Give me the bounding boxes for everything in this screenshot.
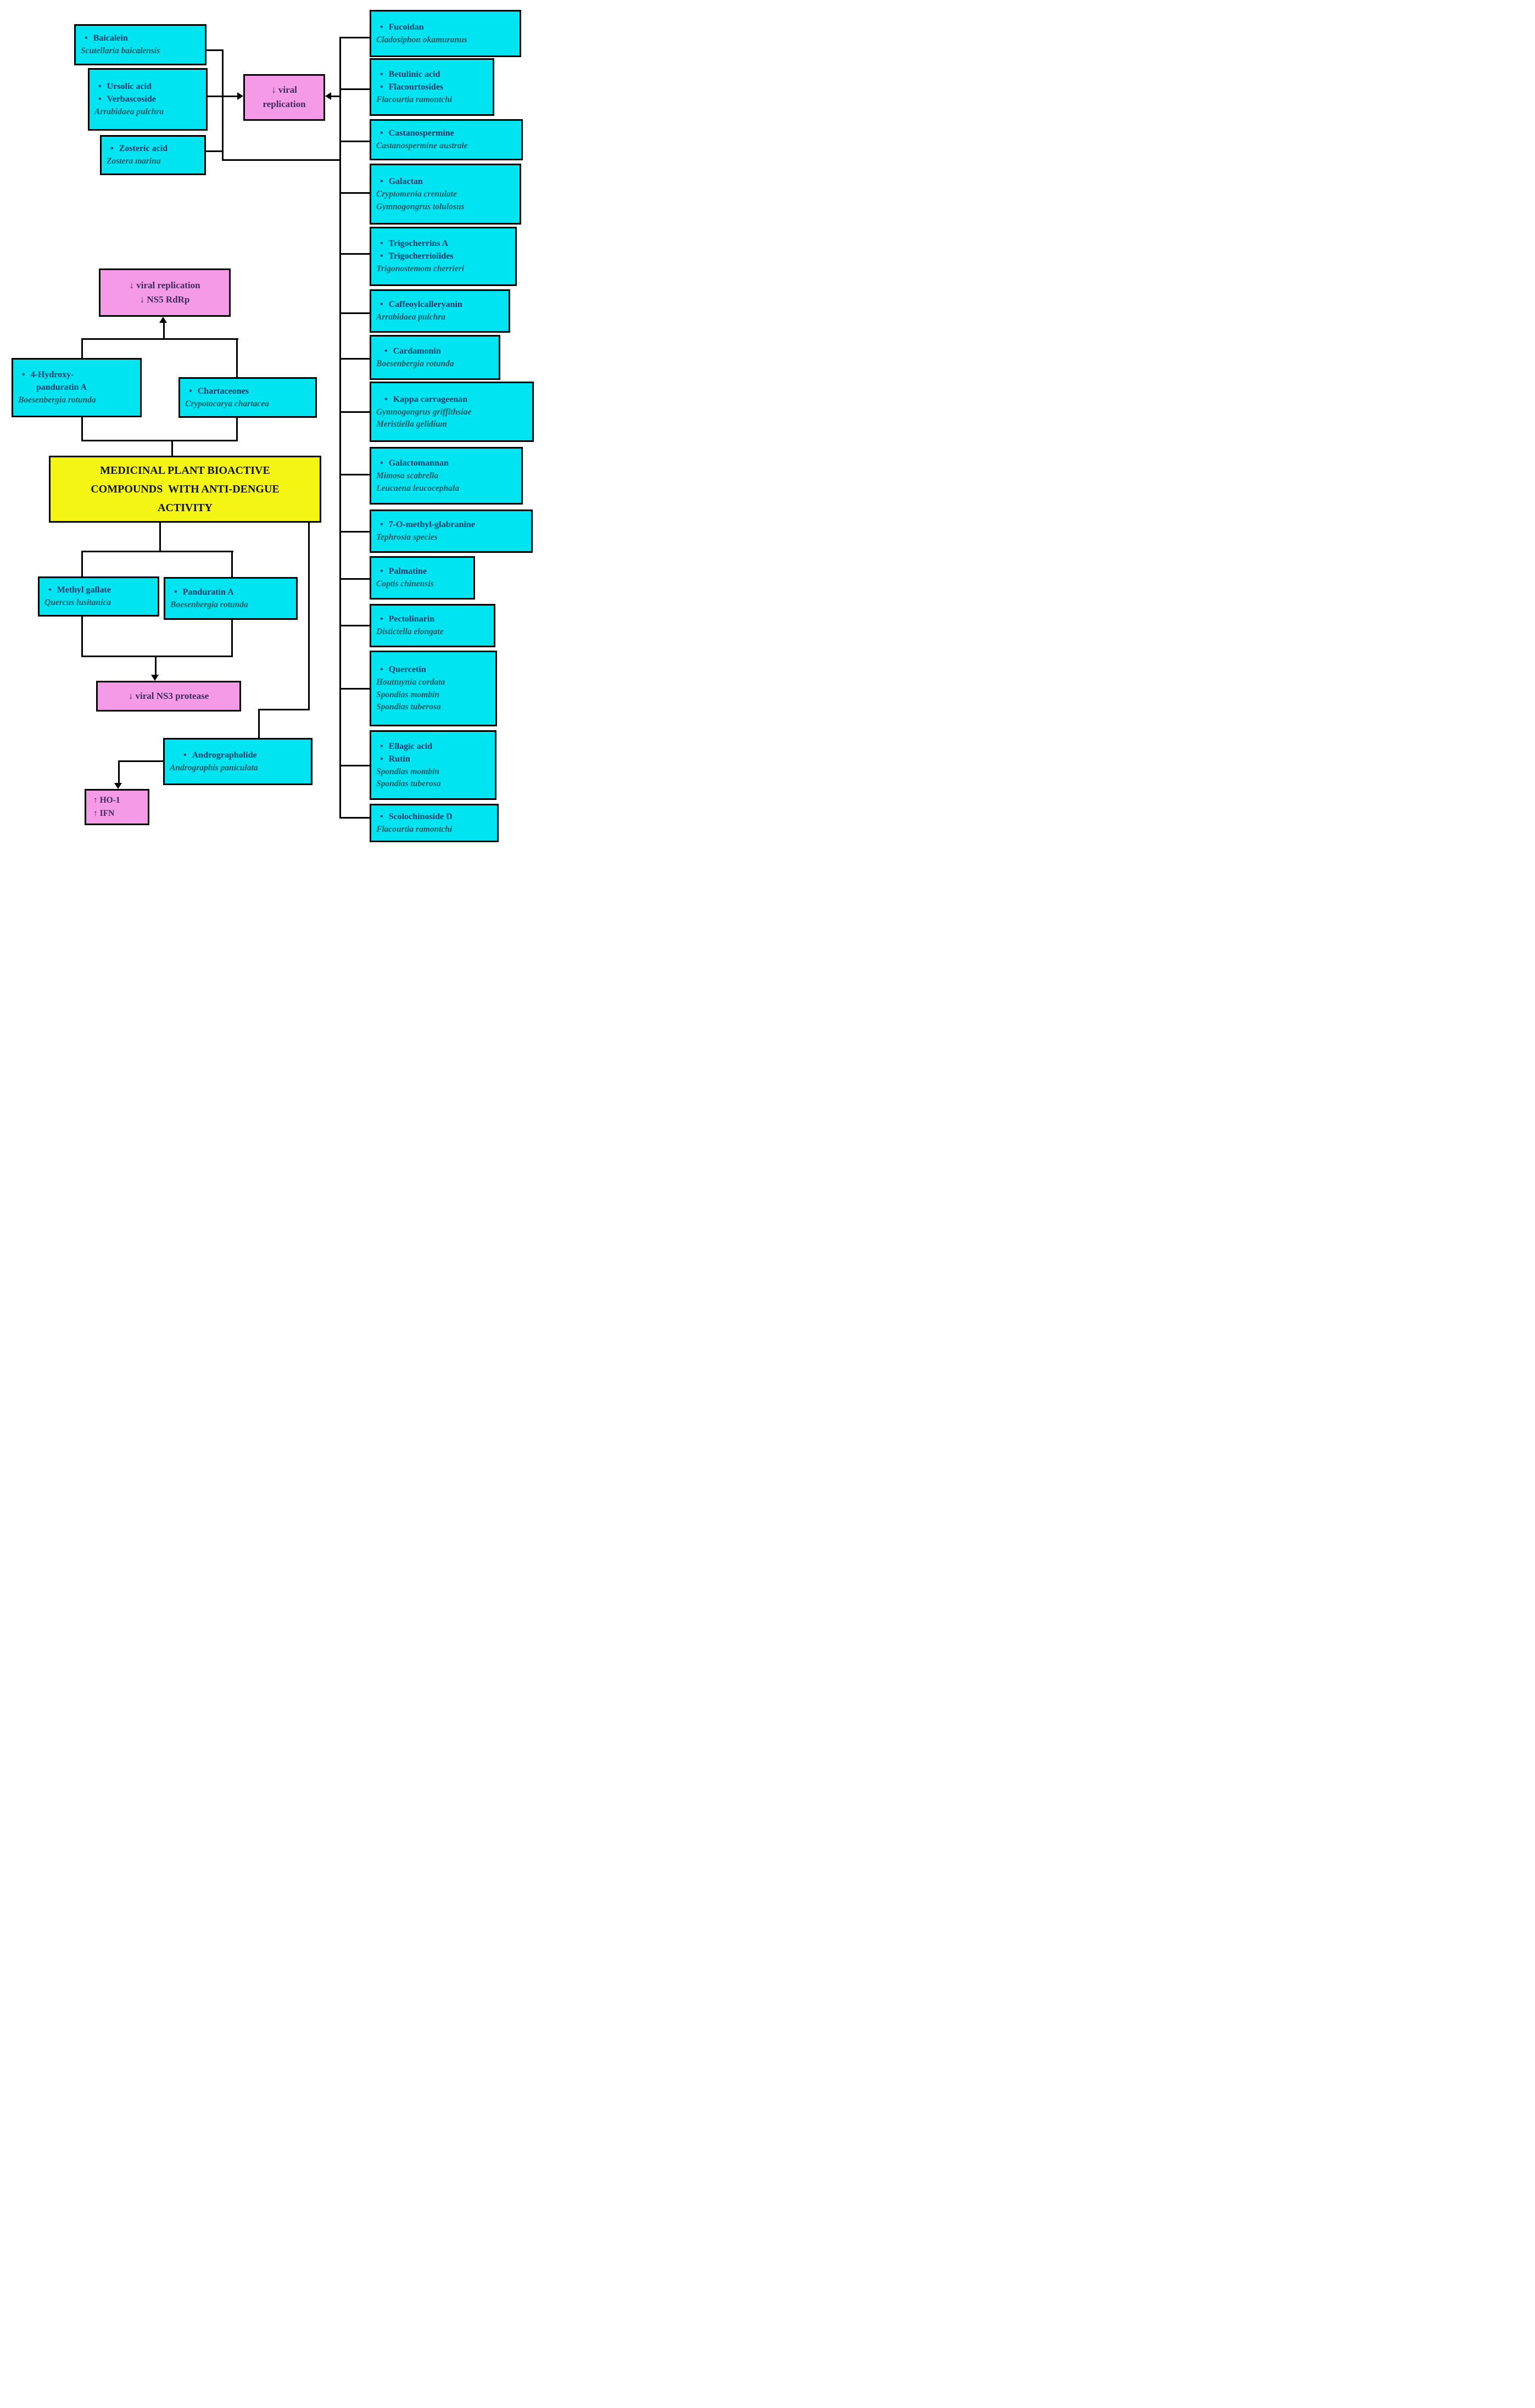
connector-line bbox=[155, 656, 157, 675]
box-chartaceones bbox=[178, 377, 317, 418]
connector-line bbox=[81, 656, 233, 657]
connector-line bbox=[341, 578, 370, 580]
compound-name: • Flacourtosides bbox=[371, 82, 493, 93]
effect-text: ↑ IFN bbox=[93, 808, 115, 818]
compound-name: • Trigocherrins A bbox=[371, 238, 515, 249]
compound-name: • Kappa carrageenan bbox=[371, 394, 532, 405]
title-line: ACTIVITY bbox=[157, 501, 213, 514]
compound-name: • Palmatine bbox=[371, 566, 473, 577]
box-effect-viral-replication bbox=[243, 74, 325, 121]
box-galactomannan bbox=[370, 447, 523, 505]
box-palmatine bbox=[370, 556, 475, 600]
effect-text: ↓ NS5 RdRp bbox=[139, 294, 190, 305]
species-name: Mimosa scabrella bbox=[376, 471, 439, 481]
species-name: Meristiella gelidium bbox=[376, 419, 447, 429]
connector-line bbox=[222, 159, 341, 161]
species-name: Boesenbergia rotunda bbox=[170, 600, 248, 609]
compound-name: • Pectolinarin bbox=[371, 614, 494, 625]
species-name: Tephrosia species bbox=[376, 533, 438, 542]
species-name: Andrographis paniculata bbox=[170, 763, 258, 772]
species-name: Trigonostemom cherrieri bbox=[376, 264, 465, 274]
species-name: Spondias mombin bbox=[376, 690, 439, 699]
species-name: Coptis chinensis bbox=[376, 579, 434, 589]
species-name: Crypotocarya chartacea bbox=[185, 399, 269, 408]
effect-text: ↓ viral bbox=[271, 85, 297, 96]
compound-name: • Panduratin A bbox=[165, 587, 296, 598]
compound-name: • Castanospermine bbox=[371, 128, 521, 139]
connector-line bbox=[81, 416, 83, 441]
compound-name: • Ellagic acid bbox=[371, 741, 495, 752]
arrowhead-icon bbox=[151, 675, 159, 681]
connector-line bbox=[163, 322, 165, 339]
box-quercetin bbox=[370, 651, 497, 726]
compound-name: • Andrographolide bbox=[165, 750, 311, 761]
connector-line bbox=[341, 37, 370, 38]
species-name: Boesenbergia rotunda bbox=[376, 359, 454, 368]
compound-name: • Trigocherriolides bbox=[371, 251, 515, 262]
compound-name: • Galactomannan bbox=[371, 458, 521, 469]
box-ellagic-rutin bbox=[370, 730, 496, 800]
connector-line bbox=[231, 619, 233, 657]
connector-line bbox=[341, 312, 370, 314]
species-name: Spondias tuberosa bbox=[376, 702, 441, 712]
effect-text: ↓ viral NS3 protease bbox=[128, 690, 209, 701]
species-name: Arrabidaea pulchra bbox=[94, 107, 164, 117]
connector-line bbox=[258, 709, 260, 739]
connector-line bbox=[341, 88, 370, 90]
connector-line bbox=[341, 531, 370, 533]
effect-text: ↓ viral replication bbox=[129, 279, 200, 290]
compound-name: • Ursolic acid bbox=[90, 81, 206, 92]
compound-name: • Cardamonin bbox=[371, 346, 499, 357]
box-trigocherrins bbox=[370, 227, 517, 286]
species-name: Spondias mombin bbox=[376, 766, 439, 776]
compound-name: • Baicalein bbox=[76, 33, 205, 44]
connector-line bbox=[341, 474, 370, 475]
box-castanospermine bbox=[370, 119, 523, 160]
species-name: Zostera marina bbox=[107, 156, 161, 166]
species-name: Gymnogongrus tolulosus bbox=[376, 201, 465, 211]
connector-line bbox=[81, 551, 233, 552]
box-main-title bbox=[49, 456, 321, 523]
connector-line bbox=[171, 440, 173, 457]
box-7-o-methyl-glabranine bbox=[370, 509, 533, 553]
effect-text: ↑ HO-1 bbox=[93, 795, 120, 805]
connector-line bbox=[206, 49, 223, 51]
connector-line bbox=[341, 765, 370, 766]
species-name: Houttuynia cordata bbox=[376, 677, 445, 687]
title-line: MEDICINAL PLANT BIOACTIVE bbox=[100, 464, 270, 477]
connector-line bbox=[207, 96, 238, 97]
species-name: Gymnogongrus griffithsiae bbox=[376, 407, 472, 417]
connector-line bbox=[341, 141, 370, 142]
connector-line bbox=[118, 760, 120, 784]
title-line: COMPOUNDS WITH ANTI-DENGUE bbox=[91, 483, 280, 495]
box-pectolinarin bbox=[370, 604, 495, 647]
connector-line bbox=[236, 338, 238, 378]
connector-line bbox=[222, 49, 224, 160]
connector-line bbox=[258, 709, 310, 710]
box-caffeoylcalleryanin bbox=[370, 289, 510, 333]
compound-name: • Betulinic acid bbox=[371, 69, 493, 80]
connector-line bbox=[341, 688, 370, 690]
species-name: Cryptomenia crenulate bbox=[376, 189, 457, 199]
compound-name: • Caffeoylcalleryanin bbox=[371, 299, 509, 310]
box-zosteric-acid bbox=[100, 135, 206, 175]
connector-line bbox=[81, 615, 83, 657]
connector-line bbox=[231, 551, 233, 578]
compound-name: • Methyl gallate bbox=[40, 585, 158, 596]
connector-line bbox=[206, 150, 223, 152]
connector-line bbox=[81, 551, 83, 578]
compound-name: panduratin A bbox=[36, 383, 87, 393]
box-andrographolide bbox=[163, 738, 312, 785]
compound-name: • 4-Hydroxy- bbox=[13, 369, 140, 380]
species-name: Arrabidaea pulchra bbox=[376, 312, 446, 322]
arrowhead-icon bbox=[237, 92, 243, 100]
box-ursolic-verbascoside bbox=[88, 68, 208, 131]
connector-line bbox=[341, 411, 370, 413]
compound-name: • Scolochinoside D bbox=[371, 811, 497, 822]
compound-name: • Galactan bbox=[371, 176, 520, 187]
box-baicalein bbox=[74, 24, 206, 65]
compound-name: • Fucoidan bbox=[371, 22, 520, 33]
connector-line bbox=[81, 440, 238, 441]
effect-text: replication bbox=[263, 99, 306, 109]
connector-line bbox=[341, 358, 370, 360]
species-name: Quercus lusitanica bbox=[44, 598, 111, 608]
compound-name: • 7-O-methyl-glabranine bbox=[371, 519, 531, 530]
box-panduratin-a bbox=[164, 577, 298, 620]
species-name: Flacourtia ramontchi bbox=[376, 824, 453, 834]
box-fucoidan bbox=[370, 10, 521, 57]
connector-line bbox=[341, 253, 370, 255]
connector-line bbox=[341, 625, 370, 626]
compound-name: • Quercetin bbox=[371, 664, 495, 675]
species-name: Leucaena leucocephala bbox=[376, 483, 460, 493]
compound-name: • Verbascoside bbox=[90, 94, 206, 105]
arrowhead-icon bbox=[325, 92, 331, 100]
box-betulinic-flacourtosides bbox=[370, 58, 494, 116]
compound-name: • Chartaceones bbox=[180, 386, 315, 397]
connector-line bbox=[81, 338, 83, 359]
arrowhead-icon bbox=[114, 783, 122, 789]
species-name: Flacourtia ramontchi bbox=[376, 94, 453, 104]
box-effect-ns5-rdrp bbox=[99, 268, 231, 317]
box-galactan bbox=[370, 164, 521, 225]
compound-name: • Rutin bbox=[371, 754, 495, 765]
box-scolochinoside bbox=[370, 804, 499, 842]
connector-line bbox=[159, 522, 161, 552]
box-effect-ns3-protease bbox=[96, 681, 241, 712]
box-kappa-carrageenan bbox=[370, 382, 534, 442]
species-name: Spondias tuberosa bbox=[376, 779, 441, 788]
connector-trunk bbox=[339, 37, 341, 819]
species-name: Distictella elongate bbox=[376, 627, 444, 637]
diagram-canvas bbox=[0, 0, 549, 862]
species-name: Scutellaria baicalensis bbox=[81, 46, 160, 56]
box-effect-ho1-ifn bbox=[85, 789, 149, 825]
species-name: Boesenbergia rotunda bbox=[18, 395, 96, 405]
connector-line bbox=[118, 760, 164, 762]
box-4-hydroxy-panduratin bbox=[12, 358, 142, 417]
species-name: Cladosiphon okamuranus bbox=[376, 35, 467, 44]
box-methyl-gallate bbox=[38, 576, 159, 617]
arrowhead-icon bbox=[159, 317, 167, 323]
connector-line bbox=[331, 96, 341, 97]
compound-name: • Zosteric acid bbox=[102, 143, 204, 154]
connector-line bbox=[308, 522, 310, 710]
connector-line bbox=[341, 192, 370, 194]
connector-line bbox=[81, 338, 238, 340]
connector-line bbox=[341, 817, 370, 819]
species-name: Castanospermine australe bbox=[376, 141, 468, 151]
box-cardamonin bbox=[370, 335, 500, 380]
connector-line bbox=[236, 417, 238, 441]
